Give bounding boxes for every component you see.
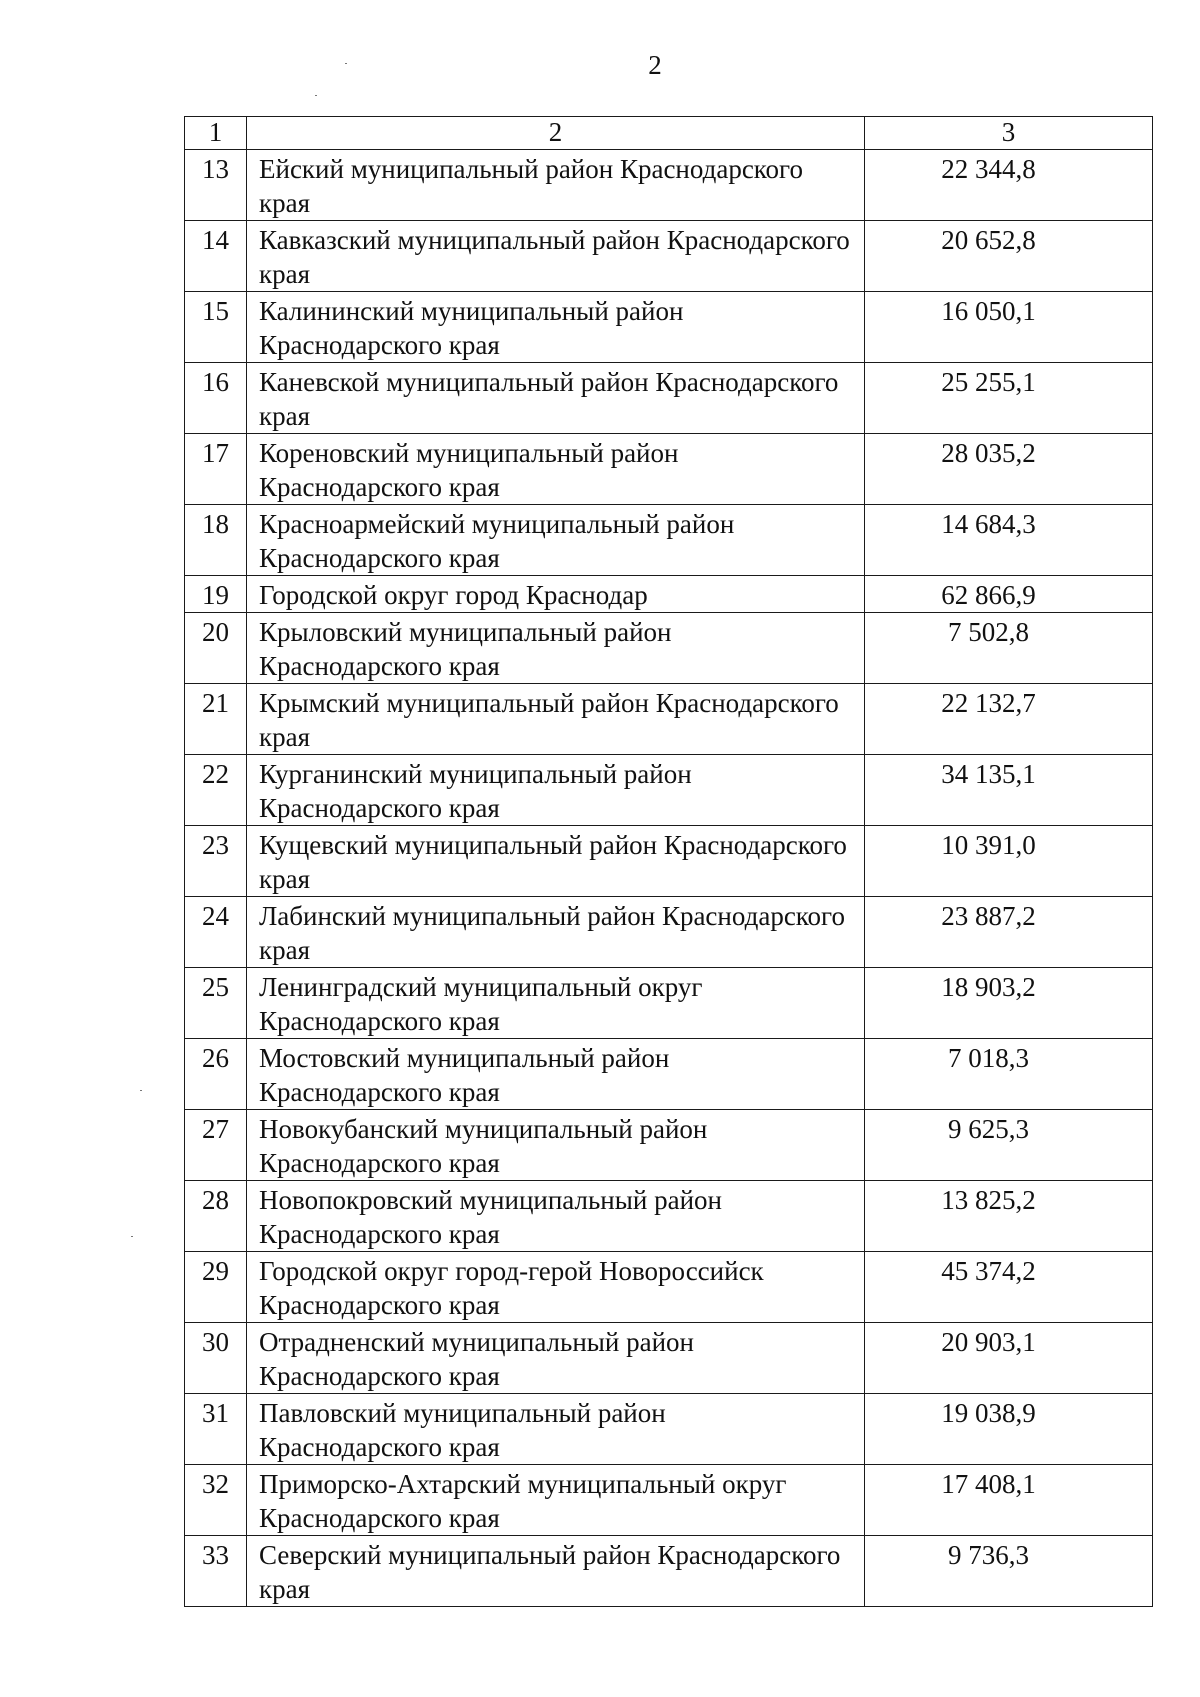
amount-cell: 62 866,9 — [865, 576, 1153, 613]
municipality-name-cell: Кущевский муниципальный район Краснодарского края — [247, 826, 865, 897]
scan-speck — [140, 1090, 142, 1091]
row-number-cell: 17 — [185, 434, 247, 505]
municipality-name-cell: Павловский муниципальный район Краснодарского края — [247, 1394, 865, 1465]
municipality-name-cell: Новопокровский муниципальный район Краснодарского края — [247, 1181, 865, 1252]
amount-cell: 14 684,3 — [865, 505, 1153, 576]
amount-cell: 10 391,0 — [865, 826, 1153, 897]
header-col-1: 1 — [185, 117, 247, 150]
municipality-name-cell: Городской округ город Краснодар — [247, 576, 865, 613]
scan-speck — [131, 1236, 133, 1237]
row-number-cell: 21 — [185, 684, 247, 755]
municipality-name-cell: Лабинский муниципальный район Краснодарского края — [247, 897, 865, 968]
allocation-table-container — [184, 116, 1152, 1607]
municipality-name-cell: Отрадненский муниципальный район Краснодарского края — [247, 1323, 865, 1394]
municipality-name-cell: Крымский муниципальный район Краснодарского края — [247, 684, 865, 755]
table-header — [185, 117, 1153, 150]
row-number-cell: 28 — [185, 1181, 247, 1252]
municipality-name-cell: Кавказский муниципальный район Краснодарского края — [247, 221, 865, 292]
municipality-name-cell: Курганинский муниципальный район Краснодарского края — [247, 755, 865, 826]
header-row — [185, 117, 1153, 150]
table-row — [185, 1110, 1153, 1181]
amount-cell: 7 018,3 — [865, 1039, 1153, 1110]
table-row — [185, 221, 1153, 292]
amount-cell: 9 625,3 — [865, 1110, 1153, 1181]
amount-cell: 20 903,1 — [865, 1323, 1153, 1394]
row-number-cell: 20 — [185, 613, 247, 684]
amount-cell: 20 652,8 — [865, 221, 1153, 292]
amount-cell: 18 903,2 — [865, 968, 1153, 1039]
row-number-cell: 18 — [185, 505, 247, 576]
row-number-cell: 14 — [185, 221, 247, 292]
table-row — [185, 968, 1153, 1039]
table-row — [185, 1181, 1153, 1252]
row-number-cell: 27 — [185, 1110, 247, 1181]
municipality-name-cell: Каневской муниципальный район Краснодарского края — [247, 363, 865, 434]
header-col-3: 3 — [865, 117, 1153, 150]
municipality-name-cell: Крыловский муниципальный район Краснодарского края — [247, 613, 865, 684]
table-row — [185, 292, 1153, 363]
row-number-cell: 16 — [185, 363, 247, 434]
municipality-name-cell: Красноармейский муниципальный район Краснодарского края — [247, 505, 865, 576]
row-number-cell: 24 — [185, 897, 247, 968]
municipality-name-cell: Кореновский муниципальный район Краснодарского края — [247, 434, 865, 505]
table-row — [185, 1252, 1153, 1323]
row-number-cell: 22 — [185, 755, 247, 826]
row-number-cell: 33 — [185, 1536, 247, 1607]
row-number-cell: 31 — [185, 1394, 247, 1465]
amount-cell: 13 825,2 — [865, 1181, 1153, 1252]
amount-cell: 45 374,2 — [865, 1252, 1153, 1323]
municipality-name-cell: Новокубанский муниципальный район Краснодарского края — [247, 1110, 865, 1181]
table-row — [185, 755, 1153, 826]
row-number-cell: 29 — [185, 1252, 247, 1323]
municipality-name-cell: Приморско-Ахтарский муниципальный округ Краснодарского края — [247, 1465, 865, 1536]
amount-cell: 19 038,9 — [865, 1394, 1153, 1465]
row-number-cell: 26 — [185, 1039, 247, 1110]
scan-speck — [315, 95, 317, 96]
table-row — [185, 150, 1153, 221]
amount-cell: 28 035,2 — [865, 434, 1153, 505]
table-row — [185, 826, 1153, 897]
amount-cell: 22 344,8 — [865, 150, 1153, 221]
table-row — [185, 1323, 1153, 1394]
amount-cell: 34 135,1 — [865, 755, 1153, 826]
row-number-cell: 19 — [185, 576, 247, 613]
table-row — [185, 1039, 1153, 1110]
amount-cell: 9 736,3 — [865, 1536, 1153, 1607]
header-col-2: 2 — [247, 117, 865, 150]
municipality-name-cell: Калининский муниципальный район Краснодарского края — [247, 292, 865, 363]
municipality-name-cell: Ленинградский муниципальный округ Краснодарского края — [247, 968, 865, 1039]
amount-cell: 22 132,7 — [865, 684, 1153, 755]
municipality-name-cell: Городской округ город-герой Новороссийск Краснодарского края — [247, 1252, 865, 1323]
scan-speck — [345, 63, 347, 64]
table-row — [185, 434, 1153, 505]
table-row — [185, 505, 1153, 576]
table-row — [185, 684, 1153, 755]
table-row — [185, 1465, 1153, 1536]
table-row — [185, 576, 1153, 613]
row-number-cell: 25 — [185, 968, 247, 1039]
table-row — [185, 363, 1153, 434]
row-number-cell: 13 — [185, 150, 247, 221]
municipality-name-cell: Ейский муниципальный район Краснодарского края — [247, 150, 865, 221]
municipality-name-cell: Северский муниципальный район Краснодарского края — [247, 1536, 865, 1607]
amount-cell: 17 408,1 — [865, 1465, 1153, 1536]
table-row — [185, 1394, 1153, 1465]
table-row — [185, 897, 1153, 968]
table-row — [185, 613, 1153, 684]
amount-cell: 25 255,1 — [865, 363, 1153, 434]
amount-cell: 23 887,2 — [865, 897, 1153, 968]
table-body — [185, 150, 1153, 1607]
row-number-cell: 23 — [185, 826, 247, 897]
row-number-cell: 15 — [185, 292, 247, 363]
amount-cell: 16 050,1 — [865, 292, 1153, 363]
allocation-table — [184, 116, 1153, 1607]
row-number-cell: 30 — [185, 1323, 247, 1394]
page-number: 2 — [648, 50, 662, 80]
row-number-cell: 32 — [185, 1465, 247, 1536]
municipality-name-cell: Мостовский муниципальный район Краснодарского края — [247, 1039, 865, 1110]
amount-cell: 7 502,8 — [865, 613, 1153, 684]
table-row — [185, 1536, 1153, 1607]
